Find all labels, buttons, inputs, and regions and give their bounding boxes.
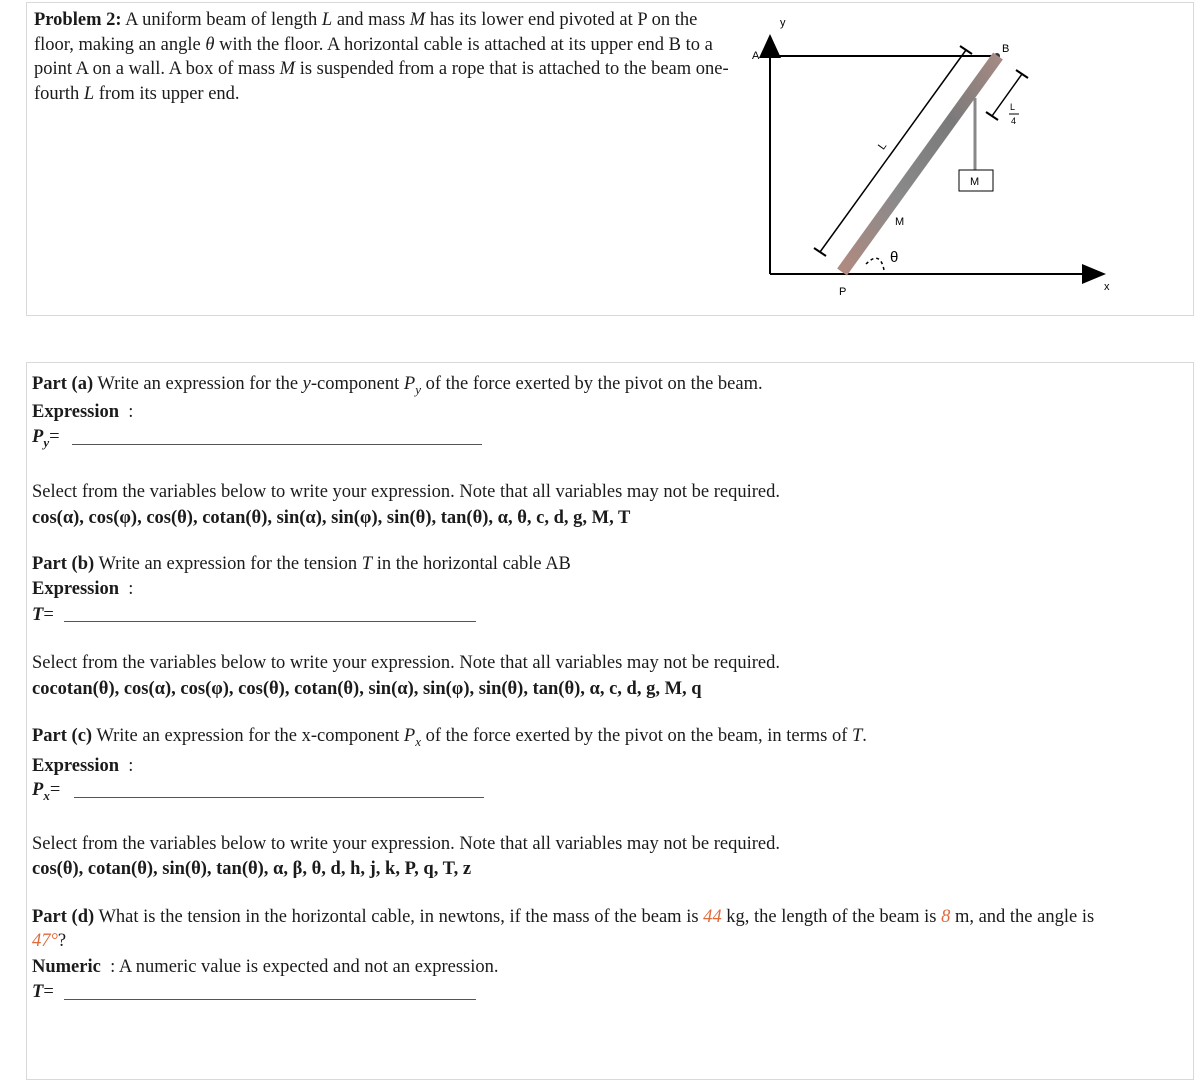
part-a-question: Part (a) Write an expression for the y-component $P_y$ of the force exerted by the pivot on the beam. — [32, 374, 763, 397]
part-d-question: Part (d) What is the tension in the horizontal cable, in newtons, if the mass of the beam is 44 kg, the length of the beam is 8 m, and the angle is — [32, 907, 1095, 927]
part-a-answer-var: $P_y=$ — [32, 427, 60, 450]
x-axis-arrow — [1082, 264, 1106, 284]
frac-num: L — [1010, 102, 1016, 112]
label-p: P — [839, 286, 847, 298]
part-a-variables: cos(α), cos(φ), cos(θ), cotan(θ), sin(α), sin(φ), sin(θ), tan(θ), α, θ, c, d, g, M, T — [32, 508, 631, 528]
part-a-expression-label: Expression : — [32, 402, 134, 422]
y-axis-arrow — [759, 34, 781, 58]
problem-statement: Problem 2: A uniform beam of length L and mass M has its lower end pivoted at P on the floor, making an angle θ with the floor. A horizontal cable is attached at its upper end B to a point A on a wall. A box of mass M is suspended from a rope that is attached to the beam one-fourth L from its upper end. — [34, 10, 729, 104]
label-b: B — [1002, 43, 1010, 55]
part-b-answer-var: T= — [32, 605, 54, 625]
part-c-answer-field[interactable] — [74, 797, 484, 798]
part-b-question: Part (b) Write an expression for the tension T in the horizontal cable AB — [32, 554, 571, 574]
part-b-expression-label: Expression : — [32, 579, 134, 599]
part-c-expression-label: Expression : — [32, 756, 134, 776]
part-d-answer-field[interactable] — [64, 999, 476, 1000]
dim-l-label: L — [875, 140, 890, 153]
angle-label: θ — [890, 249, 899, 266]
part-d-question-cont: 47°? — [32, 931, 67, 951]
part-b-answer-field[interactable] — [64, 621, 476, 622]
y-axis-label: y — [780, 17, 786, 29]
x-axis-label: x — [1104, 281, 1110, 293]
part-a-note: Select from the variables below to write your expression. Note that all variables may not be required. — [32, 482, 780, 502]
dim-line-l — [820, 50, 966, 252]
dim-line-quarter — [992, 74, 1022, 116]
part-a-answer-field[interactable] — [72, 444, 482, 445]
part-c-answer-var: $P_x=$ — [32, 780, 61, 803]
part-b-note: Select from the variables below to write your expression. Note that all variables may not be required. — [32, 653, 780, 673]
angle-arc — [866, 258, 884, 270]
part-b-variables: cocotan(θ), cos(α), cos(φ), cos(θ), cotan(θ), sin(α), sin(φ), sin(θ), tan(θ), α, c, d, g, M, q — [32, 679, 702, 699]
part-d-answer-var: T= — [32, 982, 54, 1002]
beam-mass-label: M — [895, 216, 905, 228]
box-mass-label: M — [970, 176, 980, 188]
part-c-question: Part (c) Write an expression for the x-component $P_x$ of the force exerted by the pivot on the beam, in terms of T. — [32, 726, 867, 749]
frac-den: 4 — [1011, 116, 1017, 126]
beam-diagram — [0, 0, 1200, 310]
part-d-numeric-label: Numeric : A numeric value is expected and not an expression. — [32, 957, 499, 977]
label-a: A — [752, 50, 760, 62]
part-c-note: Select from the variables below to write your expression. Note that all variables may not be required. — [32, 834, 780, 854]
part-c-variables: cos(θ), cotan(θ), sin(θ), tan(θ), α, β, θ, d, h, j, k, P, q, T, z — [32, 859, 472, 879]
